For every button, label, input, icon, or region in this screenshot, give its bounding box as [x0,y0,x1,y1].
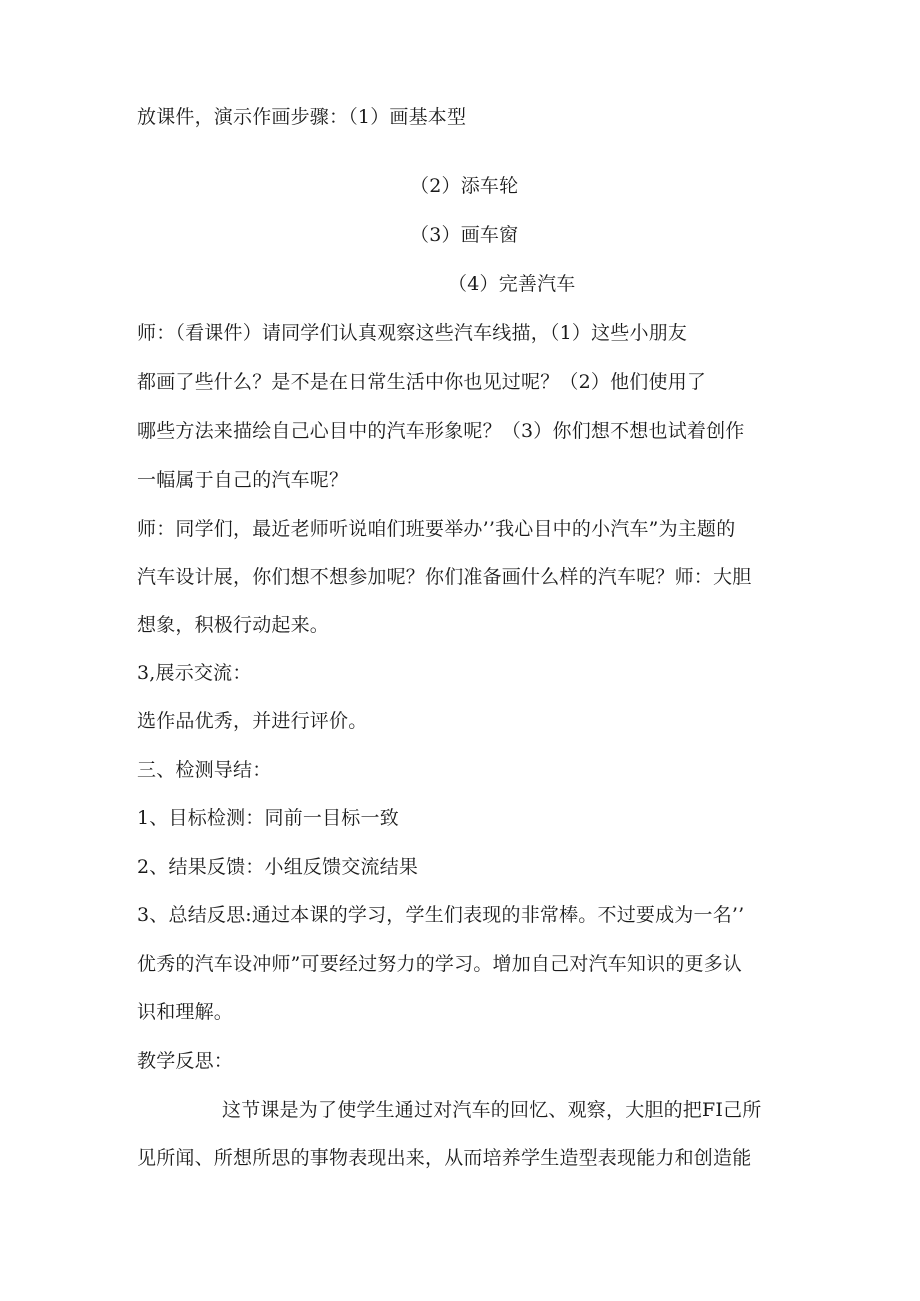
item-3-line-1: 3、总结反思:通过本课的学习，学生们表现的非常棒。不过要成为一名’’ [137,904,745,926]
reflection-line-1: 这节课是为了使学生通过对汽车的回忆、观察，大胆的把FI己所 [222,1099,762,1121]
item-1: 1、目标检测：同前一目标一致 [137,807,399,829]
paragraph-1-line-3: 哪些方法来描绘自己心目中的汽车形象呢？（3）你们想不想也试着创作 [137,420,745,442]
paragraph-2-line-3: 想象，积极行动起来。 [137,614,330,636]
paragraph-2-line-1: 师：同学们，最近老师听说咱们班要举办’’我心目中的小汽车”为主题的 [137,518,736,540]
paragraph-2-line-2: 汽车设计展，你们想不想参加呢？你们准备画什么样的汽车呢？师：大胆 [137,566,752,588]
paragraph-1-line-2: 都画了些什么？是不是在日常生活中你也见过呢？（2）他们使用了 [137,371,707,393]
exchange-text: 选作品优秀，并进行评价。 [137,710,368,732]
item-3-line-3: 识和理解。 [137,1001,234,1023]
step-3-line: （3）画车窗 [410,224,519,246]
step-2-line: （2）添车轮 [410,175,519,197]
item-2: 2、结果反馈：小组反馈交流结果 [137,856,419,878]
reflection-heading: 教学反思： [137,1050,234,1072]
step-intro-line: 放课件，演示作画步骤：（1）画基本型 [137,106,467,128]
item-3-line-2: 优秀的汽车设冲师”可要经过努力的学习。增加自己对汽车知识的更多认 [137,953,743,975]
paragraph-1-line-4: 一幅属于自己的汽车呢？ [137,469,349,491]
section-three-heading: 三、检测导结： [137,759,272,781]
paragraph-1-line-1: 师：（看课件）请同学们认真观察这些汽车线描，（1）这些小朋友 [137,322,688,344]
section-exchange-heading: 3,展示交流： [137,662,252,684]
reflection-line-2: 见所闻、所想所思的事物表现出来，从而培养学生造型表现能力和创造能 [137,1147,752,1169]
step-4-line: （4）完善汽车 [448,273,576,295]
